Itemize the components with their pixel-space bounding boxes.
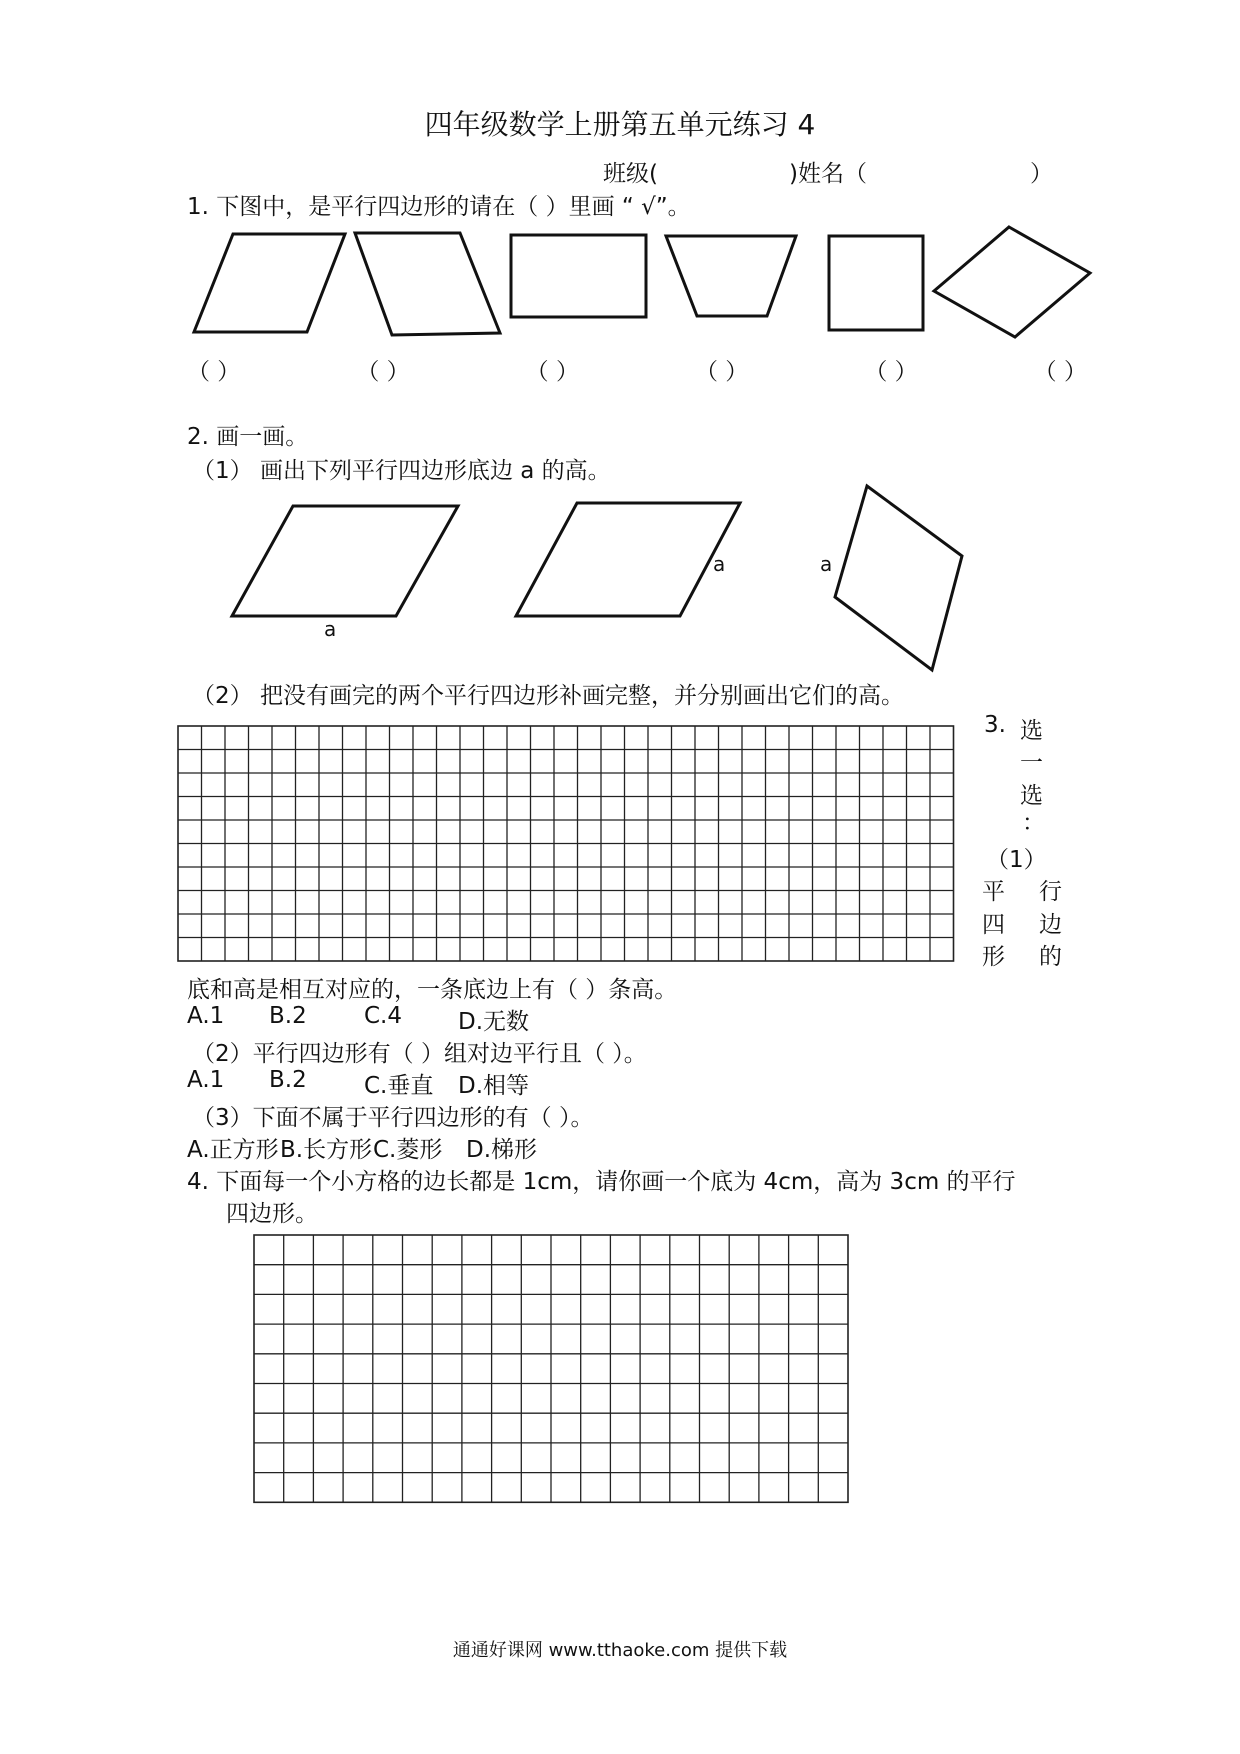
q3-2-option-d[interactable]: D.相等 bbox=[458, 1073, 530, 1099]
q3-stem-3: （3）下面不属于平行四边形的有（ ）。 bbox=[192, 1105, 594, 1131]
q4-line-2: 四边形。 bbox=[226, 1201, 318, 1227]
q1-answer-paren-4[interactable]: （ ） bbox=[694, 359, 749, 385]
q3-heading-char-2: 一 bbox=[1020, 750, 1043, 776]
q3-number: 3. bbox=[984, 712, 1006, 738]
q3-wrap-row-3: 形 的 bbox=[982, 944, 1062, 970]
q1-answer-paren-2[interactable]: （ ） bbox=[356, 359, 410, 385]
q1-prompt: 1. 下图中，是平行四边形的请在（ ）里画 “ √”。 bbox=[187, 194, 691, 220]
q3-3-option-b[interactable]: B.长方形 bbox=[280, 1137, 373, 1163]
footer-credit: 通通好课网 www.tthaoke.com 提供下载 bbox=[452, 1640, 788, 1661]
q3-1-option-b[interactable]: B.2 bbox=[269, 1003, 307, 1029]
q2-part1: （1） 画出下列平行四边形底边 a 的高。 bbox=[192, 458, 611, 484]
q1-answer-paren-1[interactable]: （ ） bbox=[187, 359, 241, 385]
q3-wrap-row-2: 四 边 bbox=[982, 912, 1062, 938]
q3-heading-char-4: ： bbox=[1022, 810, 1045, 836]
q3-wrap-row-1: 平 行 bbox=[982, 879, 1062, 905]
q3-3-option-d[interactable]: D.梯形 bbox=[466, 1137, 538, 1163]
q3-2-option-a[interactable]: A.1 bbox=[187, 1067, 225, 1093]
base-label-a-2: a bbox=[713, 552, 726, 576]
q3-2-option-c[interactable]: C.垂直 bbox=[364, 1073, 434, 1099]
q3-2-option-b[interactable]: B.2 bbox=[269, 1067, 307, 1093]
base-label-a-1: a bbox=[324, 617, 337, 641]
name-close-paren: ） bbox=[1030, 161, 1053, 187]
page-title: 四年级数学上册第五单元练习 4 bbox=[424, 108, 816, 141]
q3-1-option-c[interactable]: C.4 bbox=[364, 1003, 403, 1029]
class-label: 班级( bbox=[603, 161, 658, 187]
q2-part2: （2） 把没有画完的两个平行四边形补画完整，并分别画出它们的高。 bbox=[192, 683, 904, 709]
q1-answer-paren-5[interactable]: （ ） bbox=[864, 359, 918, 385]
q3-3-option-c[interactable]: C.菱形 bbox=[373, 1137, 443, 1163]
q3-heading-char-1: 选 bbox=[1020, 718, 1043, 744]
q2-heading: 2. 画一画。 bbox=[187, 424, 309, 450]
name-label: )姓名（ bbox=[789, 161, 867, 187]
q3-1-option-d[interactable]: D.无数 bbox=[458, 1009, 530, 1035]
q4-line-1: 4. 下面每一个小方格的边长都是 1cm，请你画一个底为 4cm，高为 3cm 的平行 bbox=[187, 1169, 1016, 1195]
q1-answer-paren-3[interactable]: （ ） bbox=[525, 359, 579, 385]
q3-stem-2: （2）平行四边形有（ ）组对边平行且（ ）。 bbox=[192, 1041, 647, 1067]
q3-stem-1: 底和高是相互对应的，一条底边上有（ ）条高。 bbox=[187, 977, 678, 1003]
q3-1-option-a[interactable]: A.1 bbox=[187, 1003, 225, 1029]
q3-3-option-a[interactable]: A.正方形 bbox=[187, 1137, 279, 1163]
q1-answer-paren-6[interactable]: （ ） bbox=[1033, 359, 1087, 385]
q3-heading-char-3: 选 bbox=[1020, 783, 1043, 809]
base-label-a-3: a bbox=[820, 552, 833, 576]
q3-heading-char-5: （1） bbox=[986, 847, 1047, 873]
